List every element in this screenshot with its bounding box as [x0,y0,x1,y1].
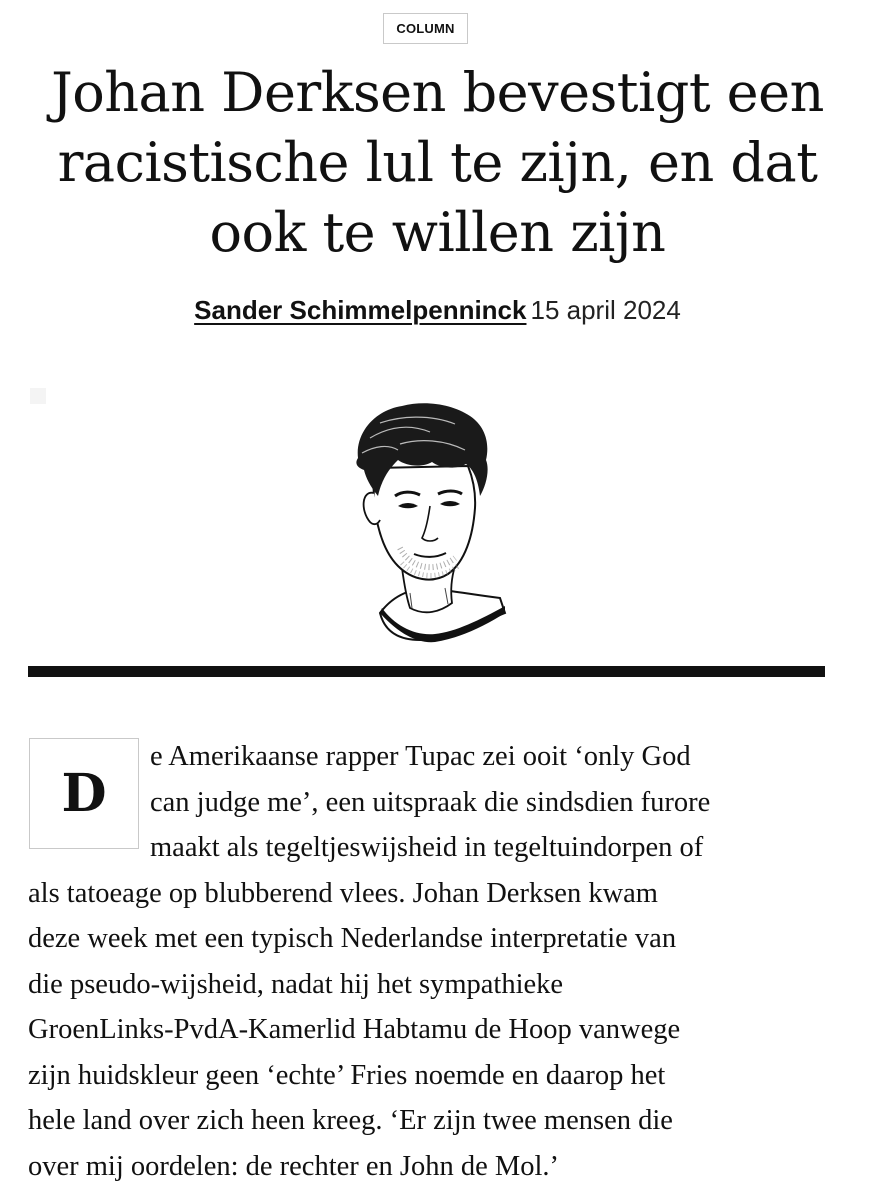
body-line: e Amerikaanse rapper Tupac zei ooit ‘only God [150,741,691,772]
body-line: GroenLinks-PvdA-Kamerlid Habtamu de Hoop vanwege [28,1014,681,1045]
author-portrait-icon [340,398,510,648]
body-line: deze week met een typisch Nederlandse interpretatie van [28,923,677,954]
article-body [28,734,828,1189]
body-line: over mij oordelen: de rechter en John de Mol.’ [28,1150,560,1182]
placeholder-graphic [30,388,46,404]
body-line: als tatoeage op blubberend vlees. Johan Derksen kwam [28,877,658,909]
body-line: maakt als tegeltjeswijsheid in tegeltuindorpen of [150,832,704,863]
section-label[interactable]: COLUMN [383,13,468,44]
body-line: zijn huidskleur geen ‘echte’ Fries noemde en daarop het [28,1059,666,1091]
byline [0,293,875,327]
section-divider [28,666,825,677]
body-line: hele land over zich heen kreeg. ‘Er zijn twee mensen die [28,1105,673,1136]
body-line: die pseudo-wijsheid, nadat hij het sympathieke [28,968,564,1000]
body-line: can judge me’, een uitspraak die sindsdien furore [150,786,711,818]
headline-line: Johan Derksen bevestigt een [51,61,824,124]
author-link[interactable]: Sander Schimmelpenninck [194,295,527,325]
headline-line: ook te willen zijn [209,201,666,264]
headline [20,58,855,268]
publish-date: 15 april 2024 [530,295,681,325]
headline-line: racistische lul te zijn, en dat [57,131,818,194]
drop-cap: D [29,738,139,849]
